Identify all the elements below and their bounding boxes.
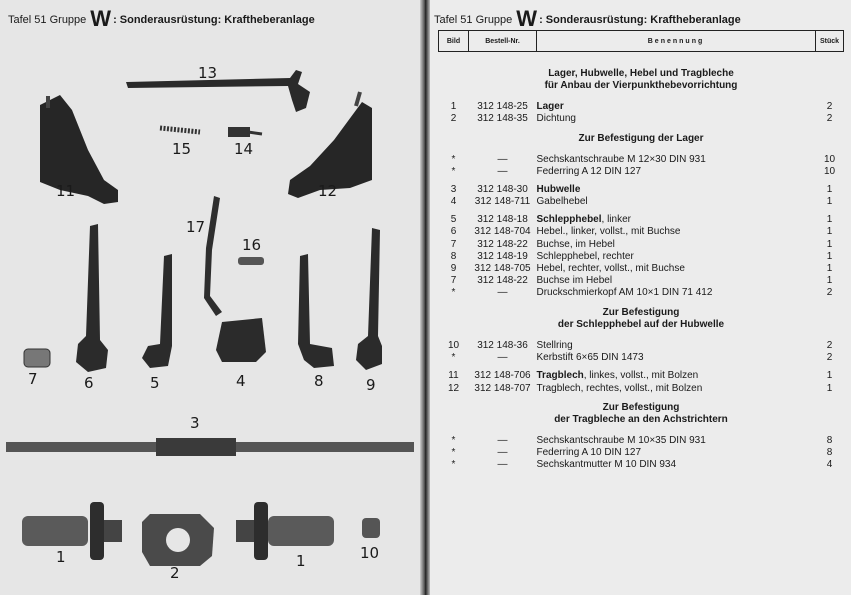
spacer-row [439,145,844,153]
bild-cell: 1 [450,100,457,112]
bestell-nr-cell: 312 148-30 [477,183,528,195]
table-row [439,352,844,364]
bestell-nr-cell: 312 148-22 [477,275,528,287]
table-row [439,459,844,471]
label-4: 4 [236,372,246,390]
section-title [439,68,844,80]
benennung-cell: Buchse im Hebel [536,275,613,287]
section-title [439,307,844,319]
benennung-cell: Hebel, rechter, vollst., mit Buchse [536,263,685,275]
part-1-bearing-right [236,502,334,560]
benennung-cell: Dichtung [536,113,576,125]
table-row [439,262,844,274]
bestell-nr-cell: — [497,165,508,177]
group-letter: W [90,6,112,31]
label-12: 12 [318,182,338,200]
tafel-label: Tafel 51 [8,14,47,26]
spacer-row [439,427,844,435]
benennung-cell: Lager [536,100,564,112]
parts-table [438,30,844,471]
table-row [439,287,844,299]
stueck-cell: 1 [826,214,833,226]
bild-cell: 11 [448,370,459,382]
stueck-cell: 1 [826,275,833,287]
section-title [439,402,844,414]
bestell-nr-cell: 312 148-19 [477,250,528,262]
group-title: : Sonderausrüstung: Kraftheberanlage [539,14,741,26]
bild-cell: 7 [450,238,457,250]
bestell-nr-cell: — [497,447,508,459]
col-bestell-nr: Bestell-Nr. [469,31,537,52]
section-title-text: Zur Befestigung der Lager [578,132,704,144]
section-title-text: für Anbau der Vierpunkthebevorrichtung [544,80,738,92]
stueck-cell: 1 [826,196,833,208]
section-title-text: Zur Befestigung [602,307,680,319]
bestell-nr-cell: 312 148-707 [474,382,531,394]
table-row [439,100,844,112]
group-letter: W [516,6,538,31]
benennung-cell: Buchse, im Hebel [536,238,615,250]
stueck-cell: 1 [826,382,833,394]
label-6: 6 [84,374,94,392]
bild-cell: * [451,165,456,177]
stueck-cell: 2 [826,352,833,364]
benennung-cell: Federring A 10 DIN 127 [536,447,642,459]
stueck-cell: 1 [826,250,833,262]
bestell-nr-cell: 312 148-704 [474,226,531,238]
bild-cell: 10 [447,339,460,351]
section-title [439,319,844,331]
label-1-left: 1 [56,548,66,566]
col-stueck: Stück [816,31,844,52]
benennung-cell: Gabelhebel [536,196,588,208]
bild-cell: 8 [450,250,457,262]
benennung-cell: Sechskantmutter M 10 DIN 934 [536,459,677,471]
stueck-cell: 2 [826,113,833,125]
part-8-lever [298,254,334,368]
table-row [439,275,844,287]
stueck-cell: 10 [823,165,836,177]
label-11: 11 [56,182,76,200]
part-17-bar [204,196,222,316]
benennung-cell: Schlepphebel, linker [536,214,631,226]
stueck-cell: 1 [826,238,833,250]
bestell-nr-cell: 312 148-22 [477,238,528,250]
bild-cell: 7 [450,275,457,287]
table-row [439,183,844,195]
bestell-nr-cell: 312 148-36 [477,339,528,351]
benennung-cell: Sechskantschraube M 10×35 DIN 931 [536,435,706,447]
bild-cell: 12 [447,382,460,394]
parts-drawing [0,0,422,595]
label-17: 17 [186,218,206,236]
benennung-cell: Hubwelle [536,183,581,195]
table-row [439,226,844,238]
section-title-text: der Schlepphebel auf der Hubwelle [557,319,725,331]
part-3-shaft [6,438,414,456]
table-row [439,214,844,226]
table-row [439,435,844,447]
table-header-row [439,31,844,52]
bild-cell: * [451,447,456,459]
spacer-row [439,331,844,339]
label-16: 16 [242,236,262,254]
table-row [439,339,844,351]
part-5-lever [142,254,172,368]
bestell-nr-cell: — [497,435,508,447]
right-page-header [434,6,741,32]
part-14-bracket [228,127,262,137]
bild-cell: * [451,287,456,299]
label-7: 7 [28,370,38,388]
part-11-plate-left [40,95,118,204]
benennung-cell: Kerbstift 6×65 DIN 1473 [536,352,644,364]
bild-cell: 6 [450,226,457,238]
part-10-collar [362,518,380,538]
gruppe-label: Gruppe [475,14,513,26]
stueck-cell: 8 [826,435,833,447]
table-row [439,238,844,250]
label-15: 15 [172,140,192,158]
bild-cell: * [451,153,456,165]
book-gutter [420,0,430,595]
part-1-bearing-left [22,502,122,560]
table-row [439,382,844,394]
benennung-cell: Tragblech, linkes, vollst., mit Bolzen [536,370,699,382]
label-2: 2 [170,564,180,582]
bestell-nr-cell: — [497,287,508,299]
section-title-text: Zur Befestigung [602,402,680,414]
benennung-cell: Hebel., linker, vollst., mit Buchse [536,226,681,238]
section-title-text: der Tragbleche an den Achstrichtern [554,414,728,426]
label-3: 3 [190,414,200,432]
col-benennung: Benennung [537,31,816,52]
bestell-nr-cell: — [497,153,508,165]
label-10: 10 [360,544,380,562]
spacer-row [439,394,844,402]
part-6-lever [76,224,108,372]
label-13: 13 [198,64,218,82]
stueck-cell: 1 [826,226,833,238]
part-15-spring [160,128,200,132]
bild-cell: 2 [450,113,457,125]
parts-list-page [430,0,851,595]
col-bild: Bild [439,31,469,52]
table-row [439,447,844,459]
stueck-cell: 2 [826,100,833,112]
benennung-cell: Tragblech, rechtes, vollst., mit Bolzen [536,382,703,394]
label-14: 14 [234,140,254,158]
spacer-row [439,299,844,307]
benennung-cell: Schlepphebel, rechter [536,250,634,262]
gruppe-label: Gruppe [49,14,87,26]
bild-cell: * [451,352,456,364]
bestell-nr-cell: 312 148-706 [474,370,531,382]
table-row [439,113,844,125]
stueck-cell: 8 [826,447,833,459]
section-title [439,80,844,92]
section-title [439,414,844,426]
table-row [439,250,844,262]
bild-cell: 5 [450,214,457,226]
stueck-cell: 4 [826,459,833,471]
part-7-bushing [24,349,50,367]
part-2-gasket [142,514,214,566]
bild-cell: * [451,435,456,447]
spacer-row [439,125,844,133]
benennung-cell: Druckschmierkopf AM 10×1 DIN 71 412 [536,287,713,299]
bild-cell: 3 [450,183,457,195]
bild-cell: * [451,459,456,471]
bestell-nr-cell: — [497,352,508,364]
bestell-nr-cell: — [497,459,508,471]
part-16-pin [238,257,264,265]
label-5: 5 [150,374,160,392]
stueck-cell: 1 [826,263,833,275]
stueck-cell: 1 [826,183,833,195]
table-row [439,153,844,165]
table-row [439,370,844,382]
bestell-nr-cell: 312 148-705 [474,263,531,275]
section-title-text: Lager, Hubwelle, Hebel und Tragbleche [548,68,734,80]
bestell-nr-cell: 312 148-35 [477,113,528,125]
stueck-cell: 1 [826,370,833,382]
bild-cell: 4 [450,196,457,208]
table-row [439,196,844,208]
group-title: : Sonderausrüstung: Kraftheberanlage [113,14,315,26]
benennung-cell: Stellring [536,339,573,351]
bestell-nr-cell: 312 148-25 [477,100,528,112]
section-title [439,133,844,145]
part-13-lever [126,70,310,112]
table-row [439,165,844,177]
stueck-cell: 2 [826,339,833,351]
part-4-fork-lever [216,318,266,362]
bild-cell: 9 [450,263,457,275]
bestell-nr-cell: 312 148-18 [477,214,528,226]
stueck-cell: 2 [826,287,833,299]
label-9: 9 [366,376,376,394]
bestell-nr-cell: 312 148-711 [474,196,531,208]
stueck-cell: 10 [823,153,836,165]
benennung-cell: Federring A 12 DIN 127 [536,165,642,177]
label-1-right: 1 [296,552,306,570]
spacer-row [439,52,844,69]
part-9-lever [356,228,382,370]
tafel-label: Tafel 51 [434,14,473,26]
label-8: 8 [314,372,324,390]
illustration-page [0,0,422,595]
parts-table-body [439,52,844,472]
benennung-cell: Sechskantschraube M 12×30 DIN 931 [536,153,706,165]
spacer-row [439,92,844,100]
